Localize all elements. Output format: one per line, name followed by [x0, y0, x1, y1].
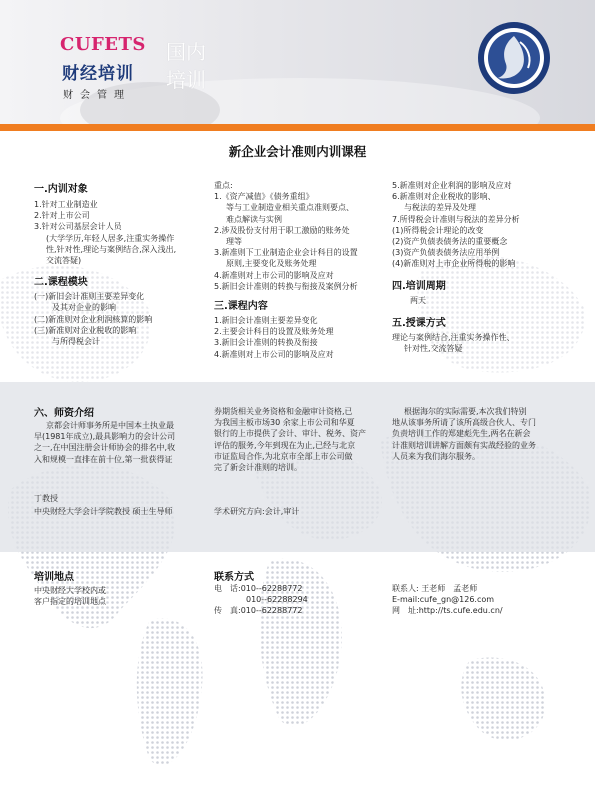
teacher-title: 中央财经大学会计学院教授 硕士生导师 — [34, 507, 173, 516]
column-2 — [214, 180, 386, 360]
email-label: E-mail: — [392, 595, 420, 605]
list-item-sub: 难点解读与实例 — [226, 214, 282, 224]
phone-label: 电 话: — [214, 584, 241, 593]
instructors-text-1 — [34, 420, 206, 465]
website-link[interactable]: http://ts.cufe.edu.cn/ — [418, 606, 503, 616]
instructors-text-2 — [214, 406, 386, 473]
instructors-text-3 — [392, 406, 577, 462]
list-item: 3.新旧会计准则的转换及衔接 — [214, 338, 318, 348]
list-item-sub: 理等 — [226, 237, 242, 247]
phone-number: 010--62288294 — [246, 595, 308, 605]
list-item: 2.针对上市公司 — [34, 211, 90, 221]
phone-number: 010--62288772 — [240, 584, 303, 593]
list-item: 5.新准则对企业利润的影响及应对 — [392, 181, 512, 190]
paragraph-line: 完了新会计准则的培训。 — [214, 463, 302, 473]
modules-list — [34, 291, 204, 347]
targets-heading: 一.内训对象 — [34, 184, 88, 195]
list-item: 3.新准则下工业制造企业会计科目的设置 — [214, 248, 358, 258]
paragraph-line: 人员来为我们海尔服务。 — [392, 451, 480, 461]
contact-persons: 王老师 孟老师 — [421, 584, 478, 593]
teacher-name: 丁教授 — [34, 494, 58, 503]
paragraph-line: 计准则培训讲解方面颇有实战经验的业务 — [392, 440, 536, 450]
paragraph-line: 评估的服务,今年到现在为止,已经与北京 — [214, 440, 356, 450]
list-item: 1.《资产减值》《债务重组》 — [214, 192, 314, 202]
logo-cufets: CUFETS — [60, 34, 146, 55]
paragraph-line: 地从该事务所请了该所高级合伙人、专门 — [392, 418, 536, 428]
list-item: 6.新准则对企业税收的影响、 — [392, 192, 496, 202]
email-link[interactable]: cufe_gn@126.com — [419, 595, 495, 605]
targets-list — [34, 199, 204, 266]
list-item: (2)资产负债表债务法的重要概念 — [392, 237, 508, 247]
logo-subtitle: 财会管理 — [63, 90, 131, 101]
paragraph-line: 入和规模一直排在前十位,第一批获得证 — [34, 454, 173, 464]
teacher-field: 学术研究方向:会计,审计 — [214, 507, 300, 516]
list-item: 7.所得税会计准则与税法的差异分析 — [392, 214, 520, 224]
list-item-sub: 等与工业制造业相关重点准则要点、 — [226, 203, 354, 213]
content-continued — [392, 180, 577, 270]
method-text — [392, 332, 577, 354]
emblem-icon — [474, 18, 554, 98]
paragraph-line: 之一,在中国注册会计师协会的排名中,收 — [34, 443, 176, 453]
page-title: 新企业会计准则内训课程 — [228, 144, 367, 159]
paragraph-line: 负责培训工作的郑建彪先生,两名在新会 — [392, 429, 531, 439]
targets-note-line: 交流答疑) — [46, 256, 82, 266]
method-heading: 五.授课方式 — [392, 317, 446, 329]
domestic-training-label — [166, 38, 226, 94]
list-item: (1)所得税会计理论的改变 — [392, 225, 484, 235]
contact-details — [392, 583, 503, 617]
list-item: 3.针对公司基层会计人员 — [34, 222, 122, 232]
column-1 — [34, 180, 204, 347]
location-heading: 培训地点 — [34, 572, 74, 583]
list-item: 5.新旧会计准则的转换与衔接及案例分析 — [214, 281, 358, 291]
list-item-sub: 原则,主要变化及账务处理 — [226, 259, 317, 269]
method-line: 理论与案例结合,注重实务操作性、 — [392, 332, 515, 342]
targets-note-line: (大学学历,年轻人居多,注重实务操作 — [46, 233, 175, 243]
contact-person-label: 联系人: — [392, 584, 419, 593]
list-item-sub: 与税法的差异及处理 — [404, 203, 476, 213]
list-item: (4)新准则对上市企业所得税的影响 — [392, 259, 516, 269]
paragraph-line: 为我国主板市场30 余家上市公司和华夏 — [214, 418, 355, 428]
paragraph-line: 京都会计师事务所是中国本土执业最 — [46, 421, 174, 430]
contact-phone — [214, 583, 308, 617]
fax-number: 010--62288772 — [240, 606, 303, 616]
list-item: (三)新准则对企业税收的影响 — [34, 325, 137, 335]
content-heading: 三.课程内容 — [214, 301, 268, 313]
list-item: 4.新准则对上市公司的影响及应对 — [214, 349, 334, 359]
domestic-line-1: 国内 — [166, 40, 206, 64]
list-item: (3)资产负债表债务法应用举例 — [392, 248, 500, 258]
paragraph-line: 银行的上市提供了会计、审计、税务、资产 — [214, 429, 366, 439]
list-item: 2.涉及股份支付用于职工激励的账务处 — [214, 225, 350, 235]
list-item: 4.新准则对上市公司的影响及应对 — [214, 270, 334, 280]
period-value: 两天 — [410, 295, 426, 305]
period-heading: 四.培训周期 — [392, 280, 446, 292]
location-text — [34, 585, 106, 607]
paragraph-line: 根据海尔的实际需要,本次我们特别 — [404, 407, 527, 416]
logo-chinese: 财经培训 — [62, 64, 134, 84]
list-item: 2.主要会计科目的设置及账务处理 — [214, 327, 334, 337]
location-line: 客户指定的培训地点 — [34, 597, 106, 607]
list-item: (一)新旧会计准则主要差异变化 — [34, 292, 145, 302]
list-item-sub: 及其对企业的影响 — [52, 303, 116, 313]
focus-label: 重点: — [214, 181, 233, 190]
contact-heading: 联系方式 — [214, 572, 254, 583]
instructors-heading: 六、师资介绍 — [34, 408, 94, 419]
column-3 — [392, 180, 577, 354]
list-item-sub: 与所得税会计 — [52, 337, 100, 347]
list-item: 1.新旧会计准则主要差异变化 — [214, 316, 318, 326]
paragraph-line: 早(1981年成立),最具影响力的会计公司 — [34, 432, 176, 442]
list-item: (二)新准则对企业利润核算的影响 — [34, 314, 153, 324]
content-list — [214, 315, 386, 360]
fax-label: 传 真: — [214, 606, 241, 616]
domestic-line-2: 培训 — [166, 68, 206, 92]
location-line: 中央财经大学校内或 — [34, 586, 106, 595]
list-item: 1.针对工业制造业 — [34, 200, 98, 209]
website-label: 网 址: — [392, 606, 419, 616]
paragraph-line: 市证监局合作,为北京市全部上市公司做 — [214, 451, 353, 461]
method-line: 针对性,交流答疑 — [404, 344, 463, 354]
targets-note-line: 性,针对性,理论与案例结合,深入浅出, — [46, 244, 177, 254]
accent-divider — [0, 124, 595, 131]
modules-heading: 二.课程模块 — [34, 277, 88, 289]
focus-block — [214, 180, 386, 292]
paragraph-line: 券期货相关业务资格和金融审计资格,已 — [214, 407, 353, 416]
